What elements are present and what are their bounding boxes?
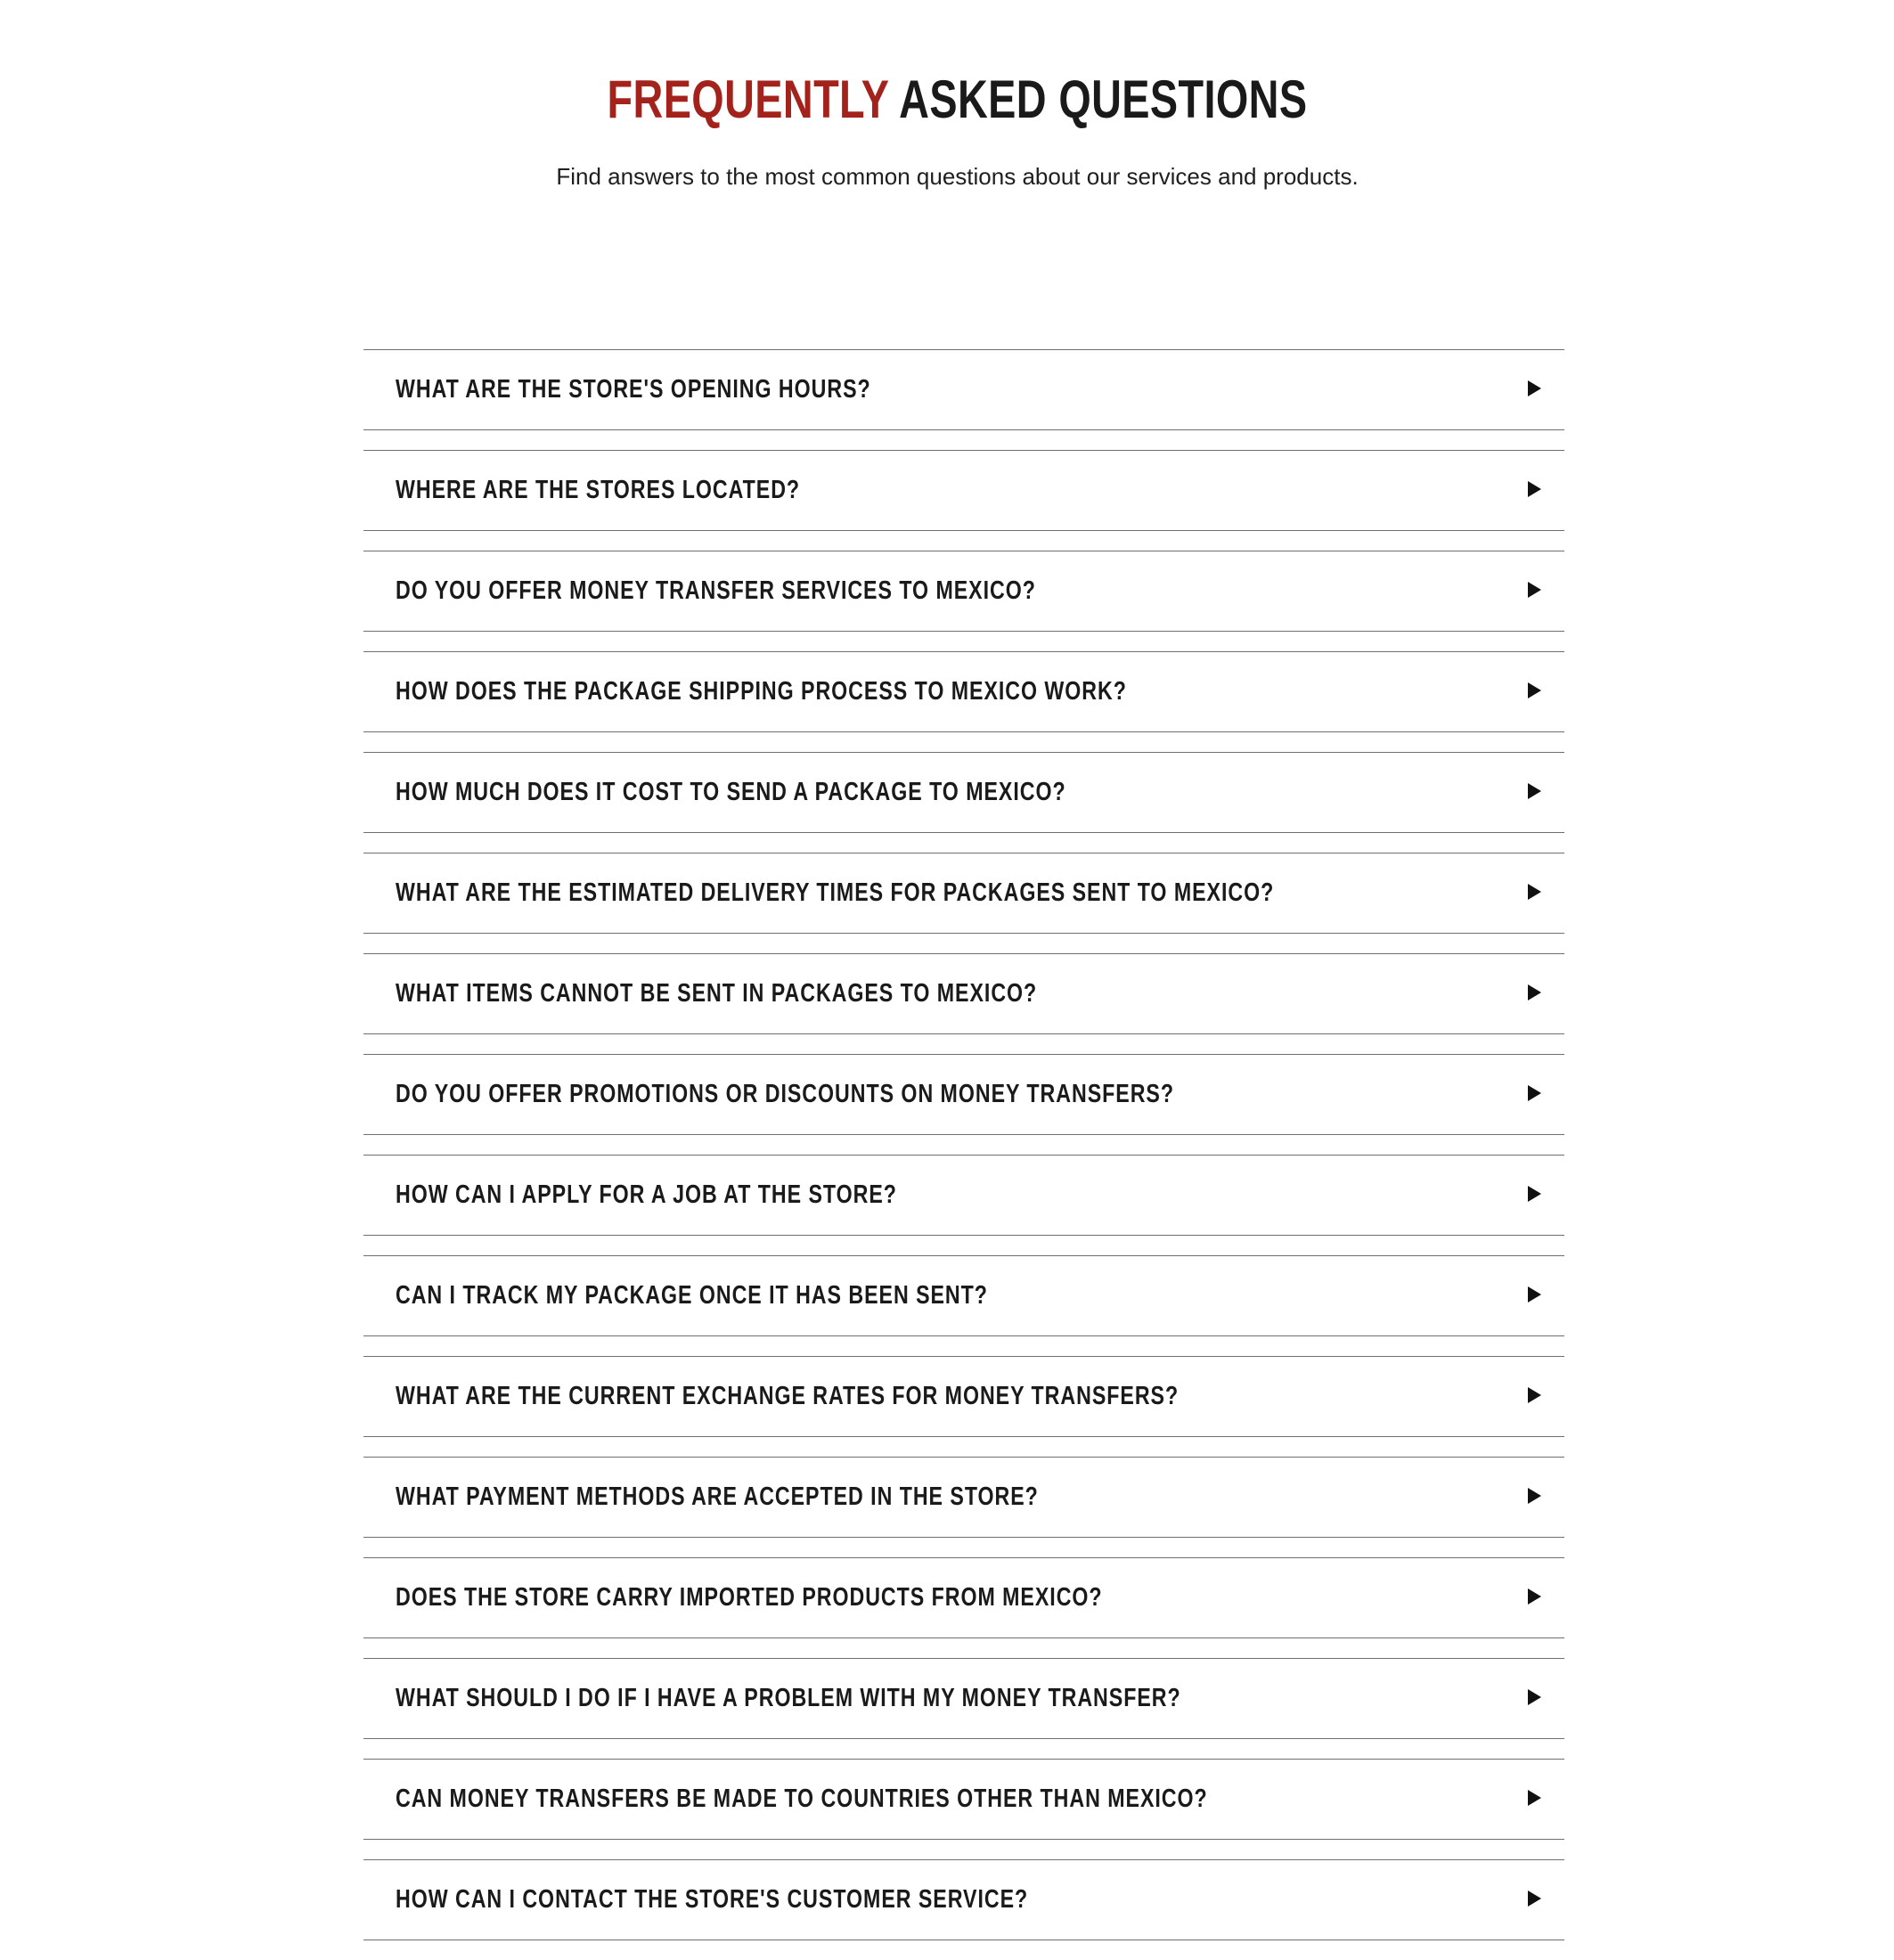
faq-item[interactable]: [363, 853, 1564, 934]
triangle-right-icon[interactable]: [1528, 481, 1541, 497]
triangle-right-icon[interactable]: [1528, 1488, 1541, 1504]
faq-question: CAN MONEY TRANSFERS BE MADE TO COUNTRIES OTHER THAN MEXICO?: [396, 1784, 1208, 1813]
faq-header: [0, 64, 1894, 190]
triangle-right-icon[interactable]: [1528, 1790, 1541, 1806]
faq-item[interactable]: [363, 1658, 1564, 1739]
faq-question: CAN I TRACK MY PACKAGE ONCE IT HAS BEEN SENT?: [396, 1281, 988, 1310]
faq-item[interactable]: [363, 953, 1564, 1034]
faq-item[interactable]: [363, 1054, 1564, 1135]
page-title: [210, 64, 1703, 135]
faq-question: WHAT ARE THE ESTIMATED DELIVERY TIMES FOR PACKAGES SENT TO MEXICO?: [396, 878, 1275, 907]
triangle-right-icon[interactable]: [1528, 1588, 1541, 1605]
triangle-right-icon[interactable]: [1528, 1387, 1541, 1403]
faq-item[interactable]: [363, 1255, 1564, 1336]
faq-question: HOW MUCH DOES IT COST TO SEND A PACKAGE TO MEXICO?: [396, 778, 1066, 806]
triangle-right-icon[interactable]: [1528, 984, 1541, 1000]
faq-question: DOES THE STORE CARRY IMPORTED PRODUCTS FROM MEXICO?: [396, 1583, 1103, 1612]
page-subtitle: Find answers to the most common questions about our services and products.: [556, 163, 1359, 190]
faq-question: WHAT ARE THE STORE'S OPENING HOURS?: [396, 375, 871, 404]
faq-list: [363, 349, 1564, 1960]
triangle-right-icon[interactable]: [1528, 1186, 1541, 1202]
faq-question: DO YOU OFFER MONEY TRANSFER SERVICES TO MEXICO?: [396, 576, 1036, 605]
page-title-accent: FREQUENTLY: [607, 69, 889, 129]
faq-question: DO YOU OFFER PROMOTIONS OR DISCOUNTS ON MONEY TRANSFERS?: [396, 1080, 1174, 1108]
triangle-right-icon[interactable]: [1528, 380, 1541, 396]
triangle-right-icon[interactable]: [1528, 582, 1541, 598]
faq-item[interactable]: [363, 752, 1564, 833]
page-title-rest: ASKED QUESTIONS: [899, 69, 1308, 129]
faq-item[interactable]: [363, 551, 1564, 632]
faq-question: WHERE ARE THE STORES LOCATED?: [396, 476, 801, 504]
faq-item[interactable]: [363, 1859, 1564, 1940]
faq-item[interactable]: [363, 1155, 1564, 1236]
faq-item[interactable]: [363, 349, 1564, 430]
faq-item[interactable]: [363, 1557, 1564, 1638]
triangle-right-icon[interactable]: [1528, 884, 1541, 900]
faq-question: WHAT ARE THE CURRENT EXCHANGE RATES FOR MONEY TRANSFERS?: [396, 1382, 1180, 1410]
triangle-right-icon[interactable]: [1528, 1286, 1541, 1303]
faq-question: HOW DOES THE PACKAGE SHIPPING PROCESS TO MEXICO WORK?: [396, 677, 1127, 706]
triangle-right-icon[interactable]: [1528, 783, 1541, 799]
faq-question: WHAT SHOULD I DO IF I HAVE A PROBLEM WITH MY MONEY TRANSFER?: [396, 1684, 1181, 1712]
faq-item[interactable]: [363, 450, 1564, 531]
faq-question: HOW CAN I CONTACT THE STORE'S CUSTOMER SERVICE?: [396, 1885, 1029, 1914]
triangle-right-icon[interactable]: [1528, 682, 1541, 698]
faq-item[interactable]: [363, 1759, 1564, 1840]
faq-item[interactable]: [363, 1457, 1564, 1538]
triangle-right-icon[interactable]: [1528, 1085, 1541, 1101]
faq-question: HOW CAN I APPLY FOR A JOB AT THE STORE?: [396, 1180, 897, 1209]
faq-item[interactable]: [363, 651, 1564, 732]
faq-item[interactable]: [363, 1356, 1564, 1437]
faq-question: WHAT PAYMENT METHODS ARE ACCEPTED IN THE STORE?: [396, 1482, 1039, 1511]
faq-question: WHAT ITEMS CANNOT BE SENT IN PACKAGES TO MEXICO?: [396, 979, 1038, 1008]
triangle-right-icon[interactable]: [1528, 1891, 1541, 1907]
triangle-right-icon[interactable]: [1528, 1689, 1541, 1705]
